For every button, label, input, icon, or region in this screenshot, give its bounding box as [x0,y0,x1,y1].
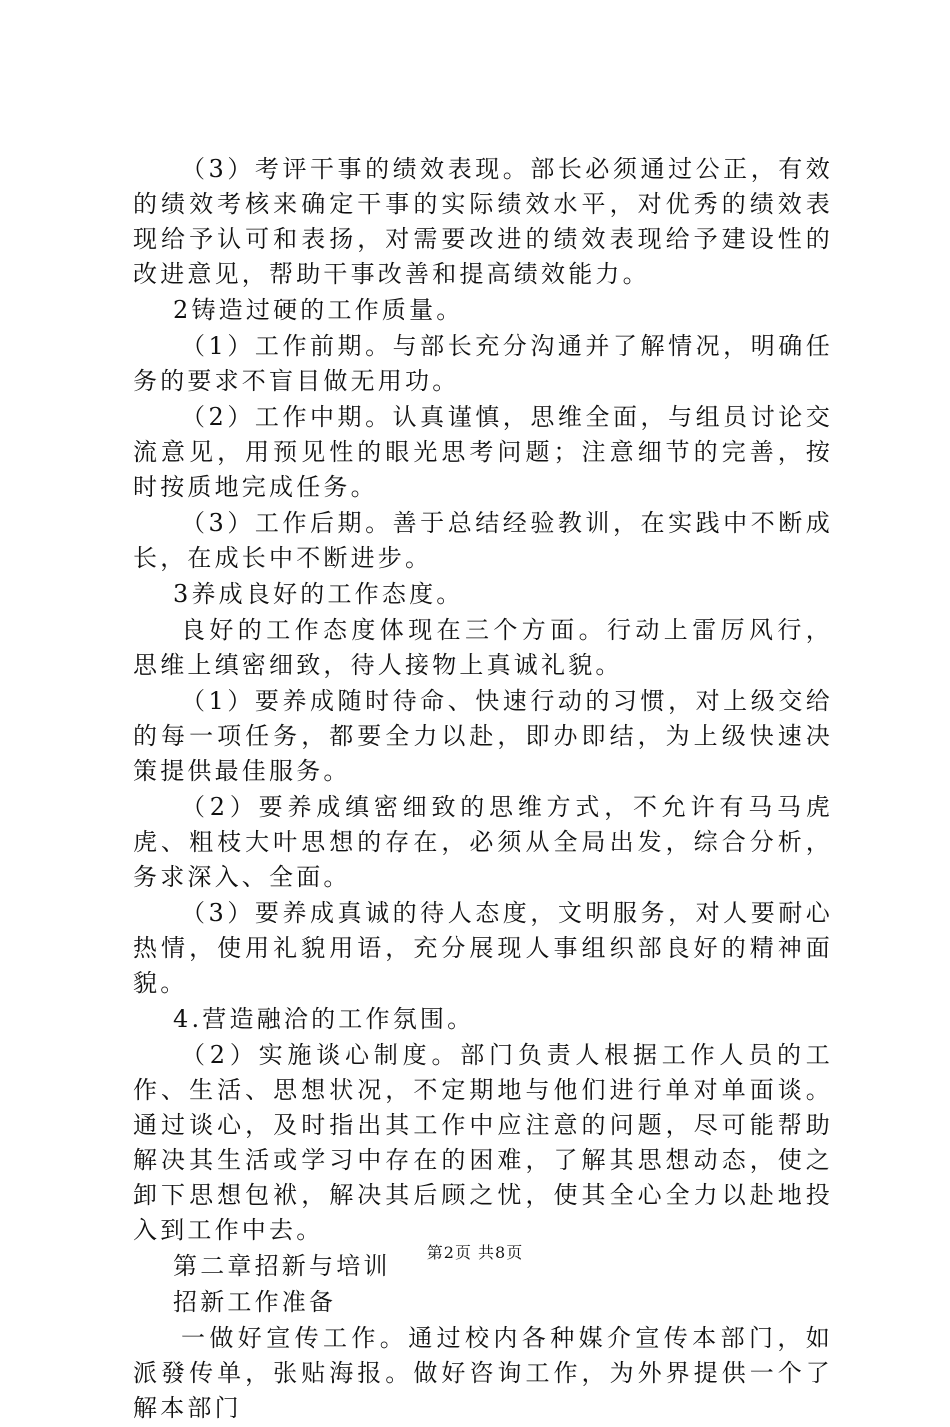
paragraph-standby-habit: （1）要养成随时待命、快速行动的习惯，对上级交给的每一项任务，都要全力以赴，即办即结，为上级快速决策提供最佳服务。 [133,687,833,785]
heading-work-quality: 2铸造过硬的工作质量。 [173,296,464,324]
heading-recruitment-preparation: 招新工作准备 [173,1288,337,1316]
document-body [133,152,833,1427]
page-footer: 第2页 共8页 [426,1243,524,1262]
paragraph-attitude-aspects: 良好的工作态度体现在三个方面。行动上雷厉风行，思维上缜密细致，待人接物上真诚礼貌。 [133,616,833,679]
paragraph-appraise-performance: （3）考评干事的绩效表现。部长必须通过公正，有效的绩效考核来确定干事的实际绩效水平，对优秀的绩效表现给予认可和表扬，对需要改进的绩效表现给予建设性的改进意见，帮助干事改善和提高绩效能力。 [133,155,833,288]
paragraph-mid-stage: （2）工作中期。认真谨慎，思维全面，与组员讨论交流意见，用预见性的眼光思考问题；注意细节的完善，按时按质地完成任务。 [133,403,833,501]
paragraph-thinking-style: （2）要养成缜密细致的思维方式，不允许有马马虎虎、粗枝大叶思想的存在，必须从全局出发，综合分析，务求深入、全面。 [133,793,833,891]
paragraph-publicity-work: 一做好宣传工作。通过校内各种媒介宣传本部门，如派發传单，张贴海报。做好咨询工作，为外界提供一个了解本部门 [133,1324,833,1422]
heading-chapter-two: 第二章招新与培训 [173,1252,391,1280]
paragraph-early-stage: （1）工作前期。与部长充分沟通并了解情况，明确任务的要求不盲目做无用功。 [133,332,833,395]
paragraph-late-stage: （3）工作后期。善于总结经验教训，在实践中不断成长，在成长中不断进步。 [133,509,833,572]
paragraph-heart-talk-system: （2）实施谈心制度。部门负责人根据工作人员的工作、生活、思想状况，不定期地与他们进行单对单面谈。通过谈心，及时指出其工作中应注意的问题，尽可能帮助解决其生活或学习中存在的困难，了解其思想动态，使之卸下思想包袱，解决其后顾之忧，使其全心全力以赴地投入到工作中去。 [133,1041,833,1244]
paragraph-sincere-attitude: （3）要养成真诚的待人态度，文明服务，对人要耐心热情，使用礼貌用语，充分展现人事组织部良好的精神面貌。 [133,899,833,997]
heading-work-atmosphere: 4.营造融洽的工作氛围。 [173,1005,475,1033]
heading-work-attitude: 3养成良好的工作态度。 [173,580,464,608]
